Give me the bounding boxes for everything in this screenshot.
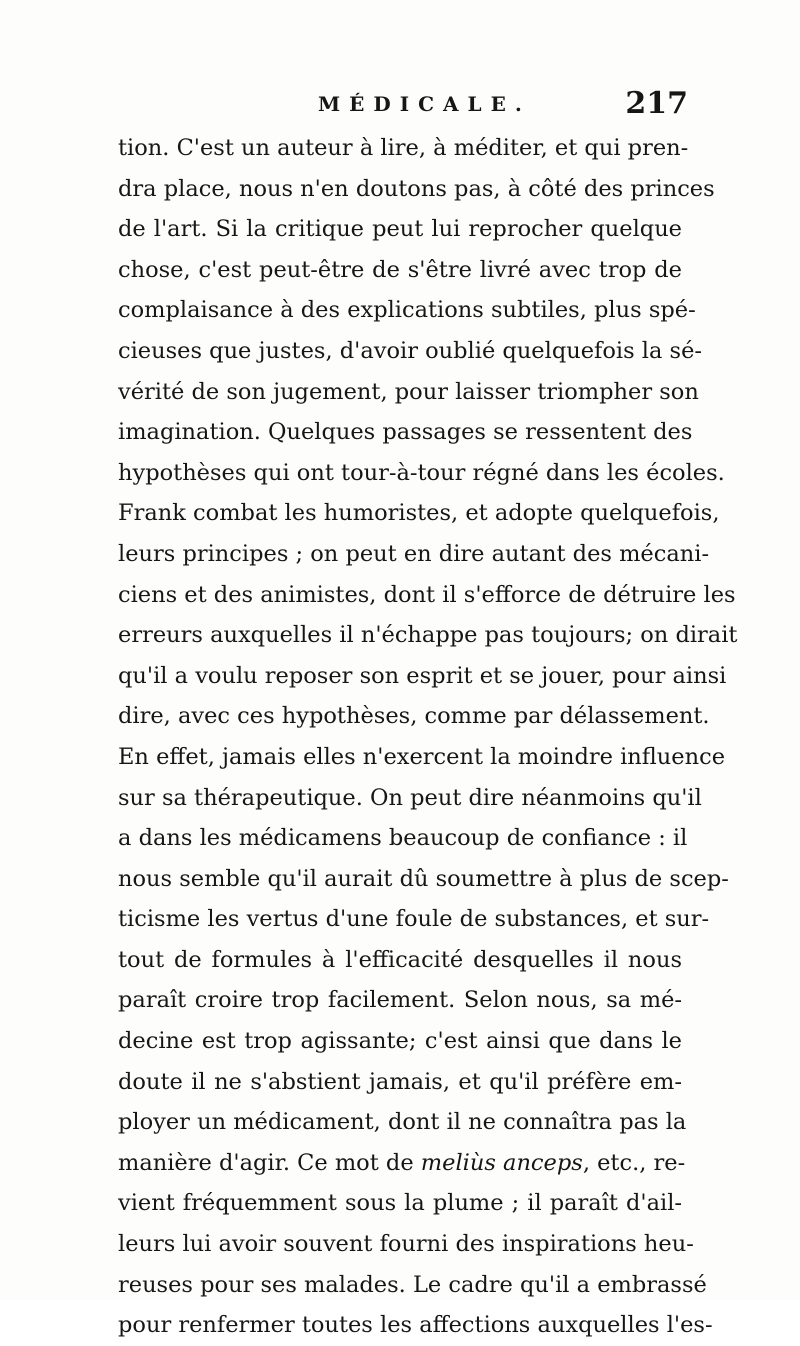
text-line: hypothèses qui ont tour-à-tour régné dans les écoles. [118, 459, 725, 486]
text-line: paraît croire trop facilement. Selon nous, sa mé- [118, 987, 682, 1014]
text-line-with-italic [118, 1143, 686, 1184]
text-line: qu'il a voulu reposer son esprit et se jouer, pour ainsi [118, 662, 727, 689]
italic-phrase: meliùs anceps [420, 1149, 583, 1176]
running-title: MÉDICALE. [318, 92, 531, 116]
text-line: a dans les médicamens beaucoup de confiance : il [118, 825, 688, 852]
text-line: leurs lui avoir souvent fourni des inspirations heu- [118, 1231, 694, 1258]
page-header [118, 86, 688, 132]
page-number: 217 [625, 86, 688, 121]
text-line: Frank combat les humoristes, et adopte quelquefois, [118, 500, 720, 527]
text-line: pour renfermer toutes les affections auxquelles l'es- [118, 1312, 713, 1339]
text-line: ployer un médicament, dont il ne connaîtra pas la [118, 1109, 687, 1136]
text-line: ciens et des animistes, dont il s'efforce de détruire les [118, 581, 736, 608]
text-line: sur sa thérapeutique. On peut dire néanmoins qu'il [118, 784, 702, 811]
text-line: vient fréquemment sous la plume ; il paraît d'ail- [118, 1190, 682, 1217]
text-segment: manière d'agir. Ce mot de [118, 1149, 421, 1176]
text-line: de l'art. Si la critique peut lui reprocher quelque [118, 216, 682, 243]
text-line: leurs principes ; on peut en dire autant des mécani- [118, 540, 710, 567]
body-text [118, 128, 738, 1346]
text-line: dire, avec ces hypothèses, comme par délassement. [118, 703, 710, 730]
text-line: tion. C'est un auteur à lire, à méditer, et qui pren- [118, 135, 689, 161]
text-line: vérité de son jugement, pour laisser triompher son [118, 378, 699, 405]
text-segment: , etc., re- [582, 1149, 686, 1176]
text-line: En effet, jamais elles n'exercent la moindre influence [118, 743, 726, 770]
text-line: complaisance à des explications subtiles, plus spé- [118, 297, 696, 324]
text-line: tout de formules à l'efficacité desquelles il nous [118, 946, 682, 973]
text-line: cieuses que justes, d'avoir oublié quelquefois la sé- [118, 337, 703, 364]
text-line: erreurs auxquelles il n'échappe pas toujours; on dirait [118, 622, 738, 649]
text-line: ticisme les vertus d'une foule de substances, et sur- [118, 906, 710, 933]
text-line: decine est trop agissante; c'est ainsi que dans le [118, 1028, 682, 1055]
text-line: nous semble qu'il aurait dû soumettre à plus de scep- [118, 865, 729, 892]
text-line: chose, c'est peut-être de s'être livré avec trop de [118, 256, 682, 283]
text-line: reuses pour ses malades. Le cadre qu'il a embrassé [118, 1271, 707, 1298]
text-line: dra place, nous n'en doutons pas, à côté des princes [118, 175, 715, 202]
text-line: imagination. Quelques passages se ressentent des [118, 419, 693, 446]
text-line: doute il ne s'abstient jamais, et qu'il préfère em- [118, 1068, 682, 1095]
